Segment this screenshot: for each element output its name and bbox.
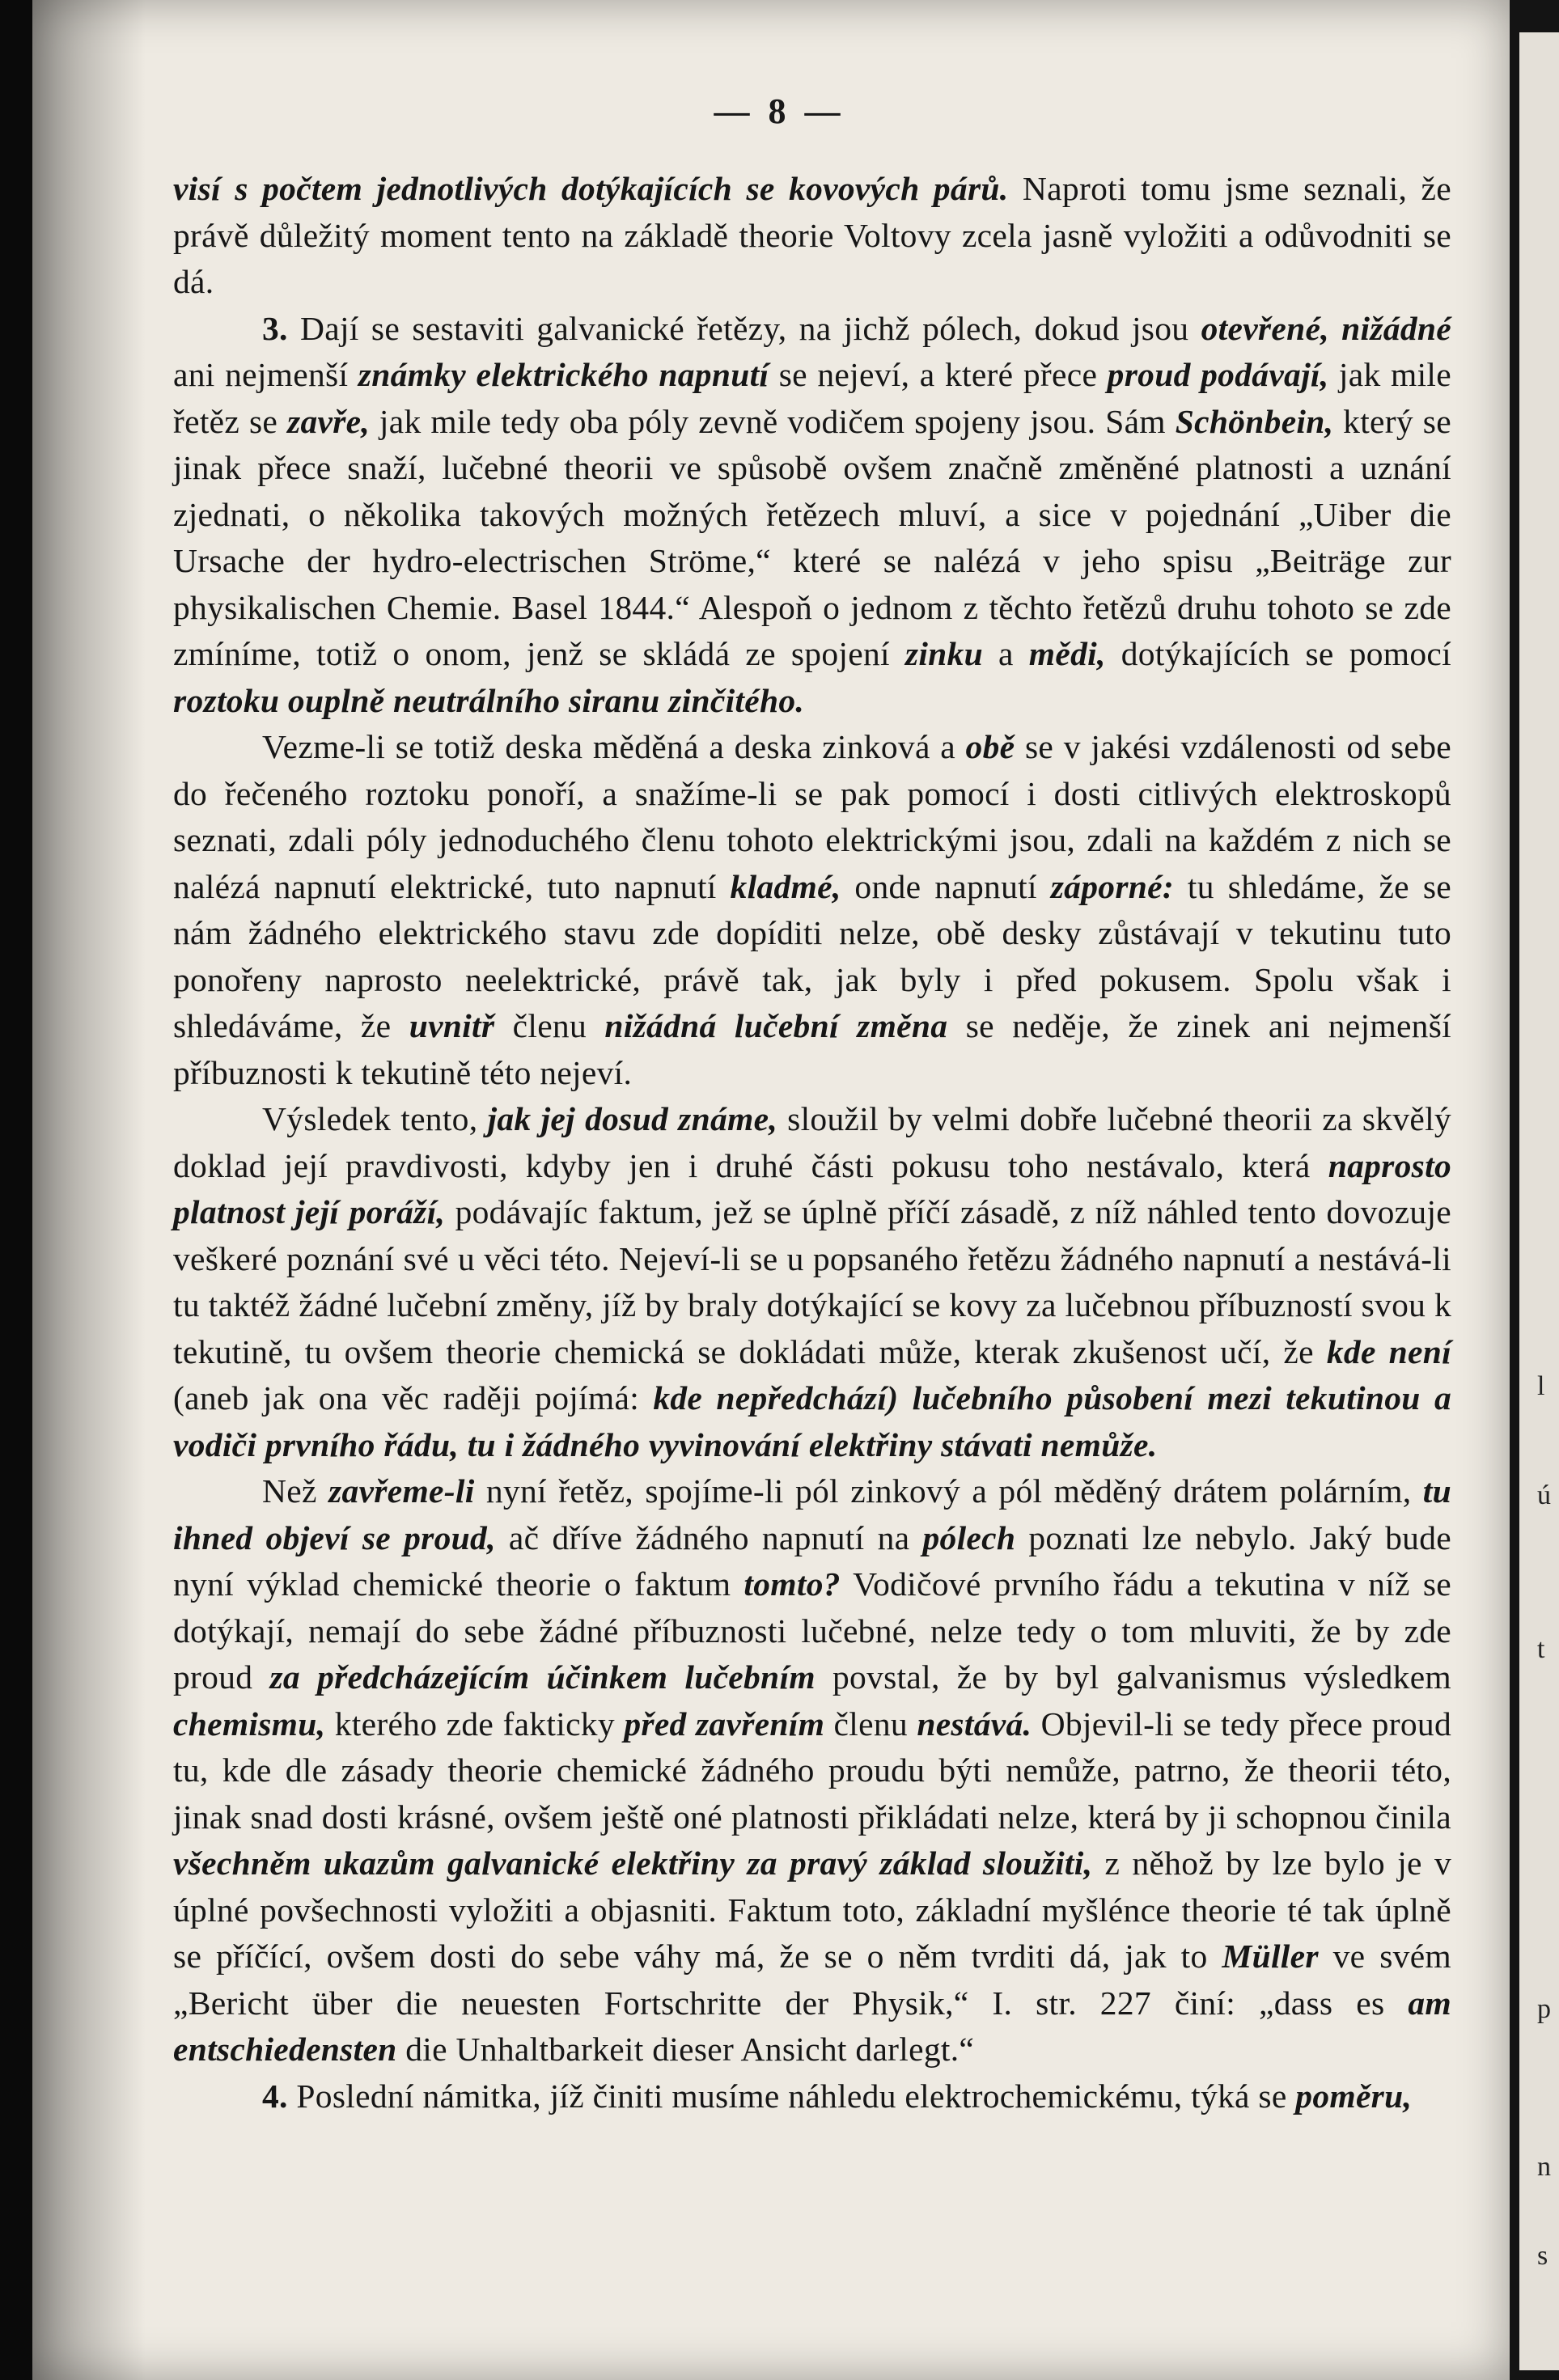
text-run: tu shledáme, že se nám žádného elektrického stavu zde dopíditi nelze, obě desky zůstávají v tekutinu tuto ponořeny naprosto neelektrické, právě tak, jak byly i před pokusem. Spolu však i shledáváme, že [173,867,1451,1044]
emphasis-text: před zavřením [624,1705,825,1743]
text-run: se v jakési vzdálenosti od sebe do řečeného roztoku ponoří, a snažíme-li se pak pomocí i dosti citlivých elektroskopů seznati, zdali póly jednoduchého členu tohoto elektrickými jsou, zdali na každém z nich se nalézá napnutí elektrické, tuto napnutí [173,728,1451,905]
paragraph-5 [173,1468,1451,2073]
emphasis-text: kde nepředchází) lučebního působení mezi tekutinou a vodiči prvního řádu, tu i žádného vyvinování elektřiny stávati nemůže. [173,1379,1451,1463]
text-run: jak mile tedy oba póly zevně vodičem spojeny jsou. Sám [370,402,1176,440]
paragraph-6 [173,2073,1451,2120]
text-run: Než [262,1472,329,1510]
emphasis-text: poměru, [1295,2077,1413,2115]
text-run: členu [494,1007,605,1044]
emphasis-text: známky elektrického napnutí [358,356,769,393]
emphasis-text: Müller [1222,1937,1319,1975]
paragraph-2 [173,306,1451,725]
page-number: — 8 — [714,91,845,131]
emphasis-text: zavře, [287,402,371,440]
paragraph-3 [173,724,1451,1096]
text-run: jak mile řetěz se [173,356,1451,440]
emphasis-text: kladmé, [730,867,841,905]
spine-shadow [32,0,146,2380]
emphasis-text: obě [965,728,1015,765]
text-run: kterého zde fakticky [325,1705,625,1743]
emphasis-text: am entschiedensten [173,1984,1451,2068]
section-number: 4. [262,2077,288,2115]
text-run: ve svém „Bericht über die neuesten Fortschritte der Physik,“ I. str. 227 činí: „dass es [173,1937,1451,2022]
text-run: Poslední námitka, jíž činiti musíme náhledu elektrochemickému, týká se [287,2077,1296,2115]
text-run: členu [824,1705,917,1743]
emphasis-text: nestává. [917,1705,1032,1743]
text-run: se neděje, že zinek ani nejmenší příbuznosti k tekutině této nejeví. [173,1007,1451,1091]
text-run: Dají se sestaviti galvanické řetězy, na jichž pólech, dokud jsou [287,309,1201,347]
edge-letter: t [1537,1634,1545,1664]
emphasis-text: nižádná lučební změna [604,1007,948,1044]
text-run: ani nejmenší [173,356,358,393]
edge-letter: s [1537,2241,1548,2271]
emphasis-text: všechněm ukazům galvanické elektřiny za pravý základ sloužiti, [173,1844,1093,1882]
emphasis-text: roztoku ouplně neutrálního siranu zinčitého. [173,681,805,719]
text-run: Vodičové prvního řádu a tekutina v níž se dotýkají, nemají do sebe žádné příbuznosti lučebné, nelze tedy o tom mluviti, že by zde proud [173,1565,1451,1696]
text-run: Výsledek tento, [262,1100,488,1137]
emphasis-text: Schönbein, [1175,402,1334,440]
text-run: a [982,635,1029,672]
emphasis-text: visí s počtem jednotlivých dotýkajících se kovových párů. [173,170,1009,207]
section-number: 3. [262,309,288,347]
text-run: dotýkajících se pomocí [1105,635,1451,672]
text-run: podávajíc faktum, jež se úplně příčí zásadě, z níž náhled tento dovozuje veškeré poznání své u věci této. Nejeví-li se u popsaného řetězu žádného napnutí a nestává-li tu taktéž žádné lučební změny, jíž by braly dotýkající se kovy za lučebnou příbuzností svou k tekutině, tu ovšem theorie chemická se dokládati může, kterak zkušenost učí, že [173,1193,1452,1370]
text-run: ač dříve žádného napnutí na [495,1518,923,1556]
text-run: Vezme-li se totiž deska měděná a deska zinková a [262,728,966,765]
emphasis-text: záporné: [1050,867,1175,905]
body-text [173,166,1451,2120]
text-run: Naproti tomu jsme seznali, že právě důležitý moment tento na základě theorie Voltovy zcela jasně vyložiti a odůvodniti se dá. [173,170,1451,300]
emphasis-text: jak jej dosud známe, [487,1100,778,1137]
text-run: Objevil-li se tedy přece proud tu, kde dle zásady theorie chemické žádného proudu býti nemůže, patrno, že theorii této, jinak snad dosti krásné, ovšem ještě oné platnosti přikládati nelze, která by ji schopnou činila [173,1705,1451,1836]
emphasis-text: proud podávají, [1107,356,1329,393]
text-run: povstal, že by byl galvanismus výsledkem [815,1658,1452,1696]
emphasis-text: naprosto platnost její poráží, [173,1146,1451,1230]
emphasis-text: zinku [904,635,983,672]
emphasis-text: tu ihned objeví se proud, [173,1472,1452,1556]
emphasis-text: uvnitř [409,1007,495,1044]
emphasis-text: za předcházejícím účinkem lučebním [269,1658,816,1696]
emphasis-text: kde není [1326,1332,1451,1370]
text-run: (aneb jak ona věc raději pojímá: [173,1379,654,1417]
text-run: se nejeví, a které přece [769,356,1108,393]
text-run: z něhož by lze bylo je v úplné povšechnosti vyložiti a objasniti. Faktum toto, základní myšlénce theorie té tak úplně se příčící, ovšem dosti do sebe váhy má, že se o něm tvrditi dá, jak to [173,1844,1451,1975]
emphasis-text: chemismu, [173,1705,326,1743]
emphasis-text: tomto? [743,1565,841,1603]
edge-letter: l [1537,1371,1545,1401]
edge-letter: p [1537,1994,1551,2024]
edge-letter: n [1537,2152,1551,2182]
text-run: onde napnutí [841,867,1051,905]
edge-letter: ú [1537,1480,1551,1510]
text-run: die Unhaltbarkeit dieser Ansicht darlegt.“ [396,2031,975,2068]
emphasis-text: otevřené, nižádné [1201,309,1451,347]
text-run: který se jinak přece snaží, lučebné theorii ve spůsobě ovšem značně změněné platnosti a uznání zjednati, o několika takových možných řetězech mluví, a sice v pojednání „Uiber die Ursache der hydro-electrischen Ströme,“ které se nalézá v jeho spisu „Beiträge zur physikalischen Chemie. Basel 1844.“ Alespoň o jednom z těchto řetězů druhu tohoto se zde zmíníme, totiž o onom, jenž se skládá ze spojení [173,402,1451,672]
emphasis-text: mědi, [1028,635,1106,672]
paragraph-4 [173,1096,1451,1468]
text-run: poznati lze nebylo. Jaký bude nyní výklad chemické theorie o faktum [173,1518,1451,1603]
emphasis-text: zavřeme-li [328,1472,475,1510]
text-run: nyní řetěz, spojíme-li pól zinkový a pól měděný drátem polárním, [474,1472,1423,1510]
text-run: sloužil by velmi dobře lučebné theorii za skvělý doklad její pravdivosti, kdyby jen i druhé části pokusu toho nestávalo, která [173,1100,1451,1184]
paragraph-1 [173,166,1451,306]
emphasis-text: pólech [922,1518,1016,1556]
